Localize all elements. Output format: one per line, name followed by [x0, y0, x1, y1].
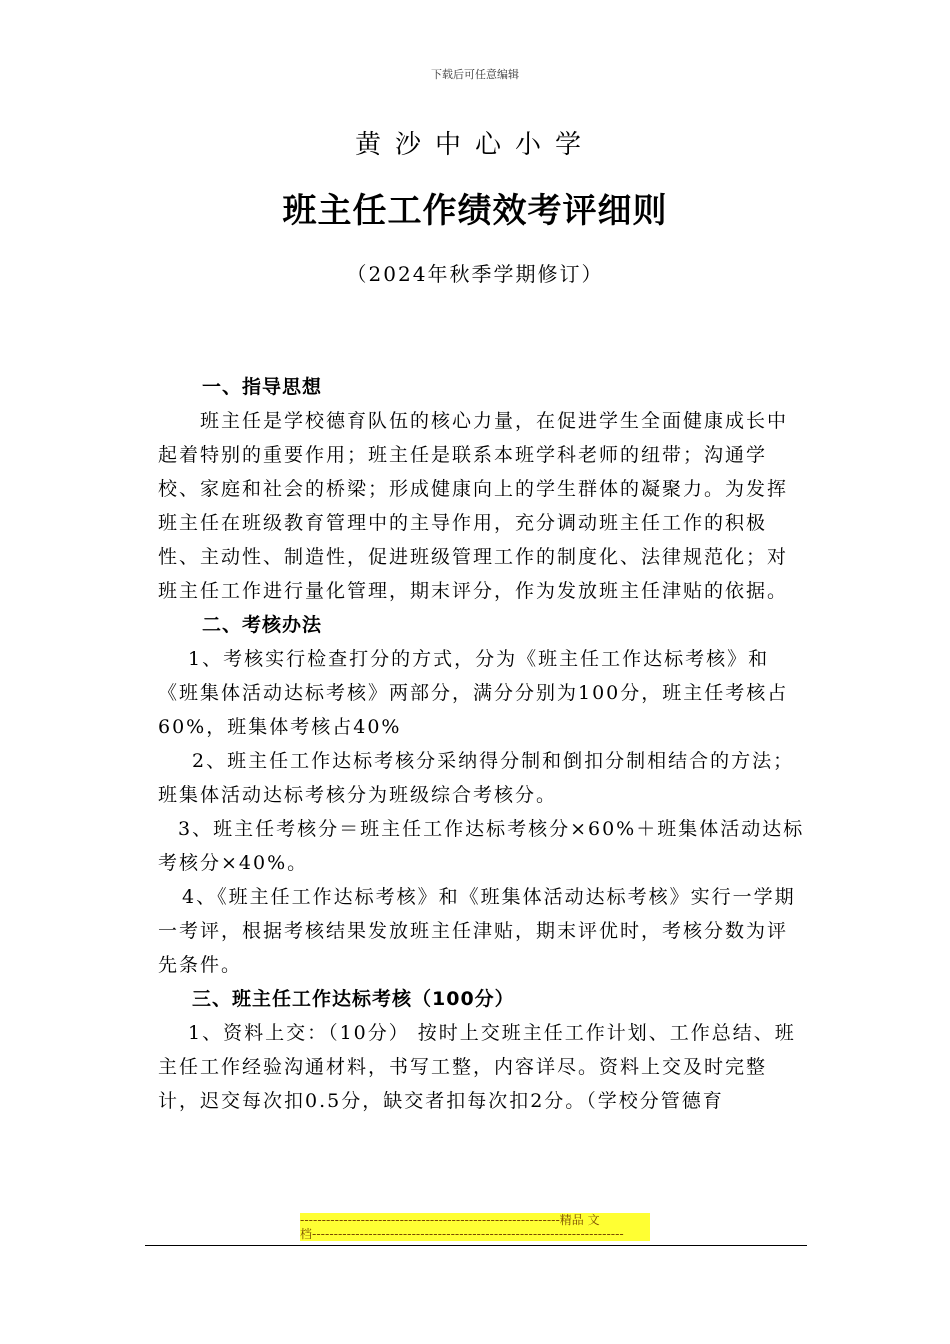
document-title: 班主任工作绩效考评细则 — [282, 191, 668, 231]
paragraph-assessment-item-1: 1、资料上交：（10分） 按时上交班主任工作计划、工作总结、班主任工作经验沟通材料，书写工整，内容详尽。资料上交及时完整计，迟交每次扣0.5分，缺交者扣每次扣2分。（学校分管德育 — [158, 1022, 796, 1112]
section-heading-assessment-method: 二、考核办法 — [202, 614, 323, 636]
section-heading-teacher-assessment: 三、班主任工作达标考核（100分） — [192, 988, 515, 1010]
footer-divider — [145, 1245, 807, 1246]
section-heading-guiding-thought: 一、指导思想 — [202, 376, 323, 398]
document-body — [158, 370, 808, 1118]
paragraph-method-item-3: 3、班主任考核分＝班主任工作达标考核分×60%＋班集体活动达标考核分×40%。 — [158, 818, 805, 874]
header-note: 下载后可任意编辑 — [431, 68, 519, 81]
paragraph-method-item-4: 4、《班主任工作达标考核》和《班集体活动达标考核》实行一学期一考评，根据考核结果发放班主任津贴，期末评优时，考核分数为评先条件。 — [158, 886, 796, 976]
paragraph-method-item-1: 1、考核实行检查打分的方式，分为《班主任工作达标考核》和《班集体活动达标考核》两部分，满分分别为100分，班主任考核占60%，班集体考核占40% — [158, 648, 789, 738]
document-subtitle: （2024年秋季学期修订） — [346, 262, 604, 286]
paragraph-guiding-thought: 班主任是学校德育队伍的核心力量，在促进学生全面健康成长中起着特别的重要作用；班主任是联系本班学科老师的纽带；沟通学校、家庭和社会的桥梁；形成健康向上的学生群体的凝聚力。为发挥班主任在班级教育管理中的主导作用，充分调动班主任工作的积极性、主动性、制造性，促进班级管理工作的制度化、法律规范化；对班主任工作进行量化管理，期末评分，作为发放班主任津贴的依据。 — [158, 410, 789, 602]
footer-watermark-line-1: ------------------------------------------------------------精品 文 — [300, 1213, 600, 1227]
footer-watermark-line-2: 档------------------------------------------------------------------------ — [300, 1227, 624, 1241]
school-name: 黄沙中心小学 — [354, 130, 595, 160]
footer-watermark-band — [300, 1213, 650, 1241]
paragraph-method-item-2: 2、班主任工作达标考核分采纳得分制和倒扣分制相结合的方法；班集体活动达标考核分为班级综合考核分。 — [158, 750, 795, 806]
